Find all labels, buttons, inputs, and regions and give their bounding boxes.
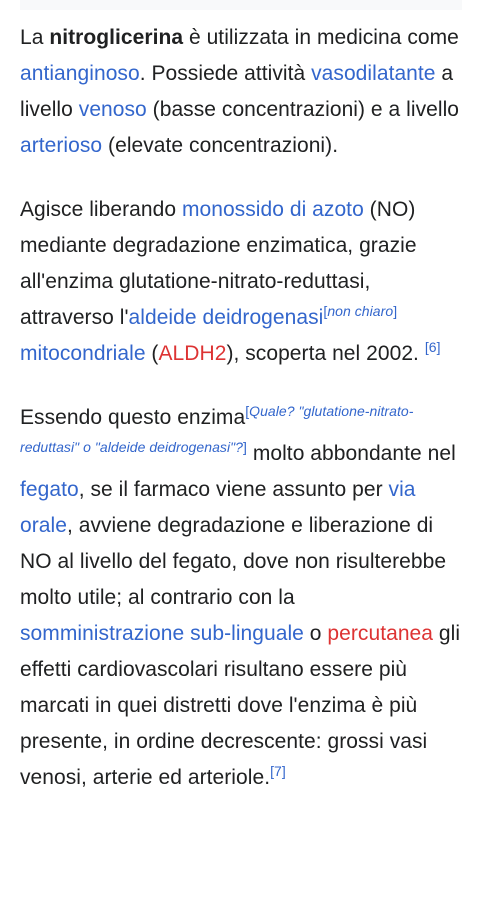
text: Essendo questo enzima <box>20 406 246 429</box>
link-mitocondriale[interactable]: mitocondriale <box>20 342 146 365</box>
text: ), scoperta nel 2002. <box>226 342 419 365</box>
bold-term: nitroglicerina <box>49 26 184 49</box>
link-vasodilatante[interactable]: vasodilatante <box>311 62 436 85</box>
link-aldeide-deidrogenasi[interactable]: aldeide deidrogenasi <box>128 306 324 329</box>
text: gli effetti cardiovascolari risultano essere più marcati in quei distretti dove l'enzima è più presente, in ordine decrescente: grossi vasi venosi, arterie ed arteriole. <box>20 622 461 789</box>
link-aldh2-missing[interactable]: ALDH2 <box>158 342 227 365</box>
text: a livello <box>20 62 454 121</box>
infobox-bottom-edge <box>20 0 462 10</box>
reference-link[interactable]: [7] <box>270 763 286 779</box>
note-text: Quale? "glutatione-nitrato-reduttasi" o "aldeide deidrogenasi"? <box>20 403 414 455</box>
link-via-orale[interactable]: via orale <box>20 478 416 537</box>
text: , se il farmaco viene assunto per <box>78 478 389 501</box>
link-arterioso[interactable]: arterioso <box>20 134 103 157</box>
text: molto abbondante nel <box>246 442 456 465</box>
link-somministrazione-sub-linguale[interactable]: somministrazione sub-linguale <box>20 622 304 645</box>
bracket: ] <box>393 303 398 319</box>
text: Agisce liberando <box>20 198 182 221</box>
text: è utilizzata in medicina come <box>183 26 459 49</box>
link-fegato[interactable]: fegato <box>20 478 79 501</box>
clarification-link[interactable] <box>323 303 397 319</box>
link-percutanea-missing[interactable]: percutanea <box>327 622 434 645</box>
paragraph-administration <box>20 400 462 796</box>
link-monossido-di-azoto[interactable]: monossido di azoto <box>181 198 364 221</box>
link-venoso[interactable]: venoso <box>78 98 147 121</box>
text: ( <box>145 342 159 365</box>
text: , avviene degradazione e liberazione di NO al livello del fegato, dove non risulterebbe molto utile; al contrario con la <box>20 514 447 609</box>
note-text: non chiaro <box>327 303 394 319</box>
reference-7[interactable] <box>270 763 286 779</box>
paragraph-mechanism <box>20 192 462 372</box>
bracket: [ <box>245 403 250 419</box>
text: La <box>20 26 50 49</box>
paragraph-usage <box>20 20 462 164</box>
reference-link[interactable]: [6] <box>424 339 441 355</box>
link-antianginoso[interactable]: antianginoso <box>20 62 140 85</box>
text: (basse concentrazioni) e a livello <box>146 98 460 121</box>
article-content <box>20 20 462 824</box>
text: (elevate concentrazioni). <box>102 134 339 157</box>
bracket: ] <box>242 439 247 455</box>
clarification-note[interactable] <box>323 303 397 319</box>
text: o <box>303 622 328 645</box>
bracket: [ <box>323 303 328 319</box>
text: . Possiede attività <box>139 62 312 85</box>
text: (NO) mediante degradazione enzimatica, grazie all'enzima glutatione-nitrato-reduttasi, attraverso l' <box>20 198 417 329</box>
reference-6[interactable] <box>425 339 441 355</box>
